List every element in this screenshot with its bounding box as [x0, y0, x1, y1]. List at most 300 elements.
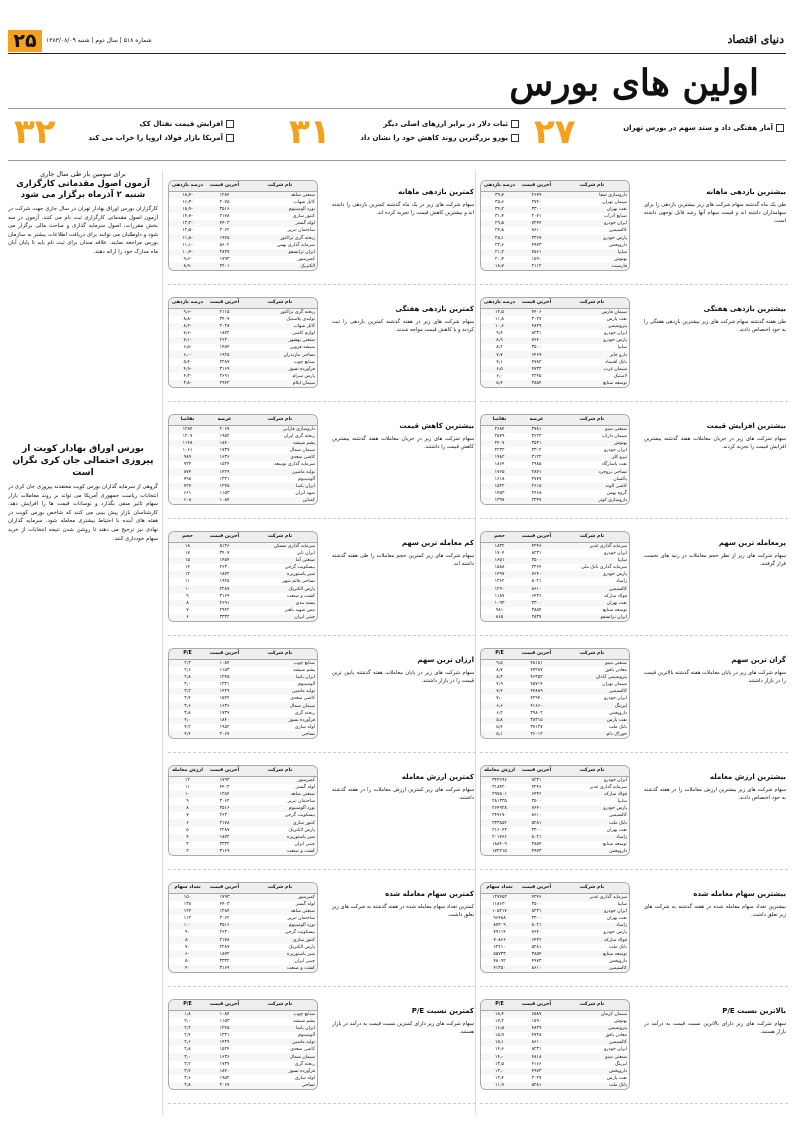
company-name-cell: ایران یاسا [243, 483, 317, 490]
company-name-cell: ایران یاسا [243, 1025, 317, 1032]
table-row [481, 1075, 629, 1082]
table-row [481, 731, 629, 738]
value-cell: ۲٫۶ [169, 1039, 206, 1046]
column-header: آخرین قیمت [518, 649, 555, 659]
column-header: نام شرکت [555, 181, 629, 191]
table-row [481, 600, 629, 607]
table-row [481, 819, 629, 826]
value-cell: ۸۷۴ [169, 468, 206, 475]
value-cell: ۶۰ [169, 951, 206, 958]
value-cell: ۳۰۶۲ [219, 915, 230, 921]
company-name-cell: کمباین [243, 497, 317, 504]
company-name-cell: لوله سازی [294, 725, 315, 731]
company-name-cell: پارس الکتریک [288, 827, 315, 833]
value-cell: ۲۰۲۸ [206, 323, 243, 330]
value-cell: -۶٫۰ [169, 351, 206, 358]
company-name-cell: نساجی [243, 1082, 317, 1089]
highlight-item[interactable]: آمریکا بازار فولاد اروپا را خراب می کند [88, 134, 234, 142]
value-cell: ۳۰۲۷ [531, 1076, 542, 1082]
stock-section [168, 287, 476, 402]
company-name-cell: نورد آلومینیوم [243, 922, 317, 929]
value-cell: ۱۸۷۲ [219, 330, 230, 336]
table-row [481, 607, 629, 614]
table-row [481, 483, 629, 490]
table-row [481, 351, 629, 358]
highlight-item[interactable]: یورو بزرگترین روند کاهش خود را نشان داد [360, 134, 519, 142]
table-row [169, 425, 317, 433]
value-cell: ۱۳۶۲ [494, 579, 505, 585]
value-cell: ۵٫۸ [481, 717, 518, 724]
value-cell: ۳۳۰۰ [518, 206, 555, 213]
company-name-cell: توسعه صنایع [602, 842, 627, 848]
column-header: نام شرکت [555, 883, 629, 893]
table-row [169, 805, 317, 812]
company-name-cell: صنعتی مینو [555, 425, 629, 433]
column-header: آخرین قیمت [206, 532, 243, 542]
value-cell: ۱۲٫۵ [481, 308, 518, 316]
value-cell: ۲۹۴۲ [206, 380, 243, 387]
table-row [481, 323, 629, 330]
value-cell: ۱۷۲۲۱۵ [481, 848, 518, 855]
value-cell: ۴٫۲ [184, 725, 191, 731]
value-cell: ۴۹۷۳ [531, 959, 542, 965]
column-header: P/E [169, 649, 206, 659]
value-cell: ۸٫۲ [496, 345, 503, 351]
value-cell: ۳۳۳۲ [219, 959, 230, 965]
value-cell: ۴۷۸۲ [531, 359, 542, 365]
company-name-cell: شیشه قزوین [290, 345, 315, 351]
value-cell: ۷ [186, 608, 189, 614]
table-row [169, 227, 317, 234]
company-name-cell: داروپخش [609, 959, 627, 965]
value-cell: ۲۹۸۵ [531, 462, 542, 468]
value-cell: ۳٫۶ [169, 702, 206, 709]
value-cell: ۴۷۳۲ [518, 366, 555, 373]
highlight-1[interactable] [534, 114, 784, 152]
table-row [169, 1046, 317, 1053]
value-cell: ۱۲٫۴ [495, 1076, 504, 1082]
stock-section [168, 872, 476, 987]
value-cell: ۸٫۳ [481, 674, 518, 681]
company-name-cell: پارس خودرو [603, 930, 627, 936]
value-cell: ۶٫۲ [496, 710, 503, 716]
company-name-cell: سیمان ایلام [243, 380, 317, 387]
company-name-cell: صنایع آذرآب [603, 213, 627, 219]
table-row [481, 191, 629, 199]
value-cell: ۴۹۷۳ [518, 848, 555, 855]
highlight-item[interactable]: افزایش قیمت نفتال کک [139, 120, 234, 128]
column-header: P/E [481, 1000, 518, 1010]
stock-section [480, 521, 788, 636]
value-cell: ۹۳۴ [183, 462, 192, 468]
company-name-cell: تولید ماشین [243, 688, 317, 695]
table-row [169, 263, 317, 270]
table-row [481, 564, 629, 571]
column-header: P/E [481, 649, 518, 659]
value-cell: ۲۹۴۲ [219, 608, 230, 614]
value-cell: ۱۳۹۷ [481, 497, 518, 504]
value-cell: ۴۸۱۸ [518, 1053, 555, 1060]
company-name-cell: ایران خودرو [555, 220, 629, 227]
table-row [169, 366, 317, 373]
value-cell: ۱۵۲۲ [481, 483, 518, 490]
value-cell: ۱۶۳۶ [206, 1053, 243, 1060]
table-row [481, 425, 629, 433]
company-name-cell: لوله سازی [294, 1076, 315, 1082]
highlight-page-number: ۳۱ [289, 112, 331, 152]
value-cell: ۷٫۷ [481, 351, 518, 358]
table-row [481, 901, 629, 908]
value-cell: ۱۰۰ [169, 922, 206, 929]
value-cell: -۶٫۵ [183, 345, 192, 351]
company-name-cell: ایران تایر [297, 550, 315, 556]
value-cell: ۴۹۷۳ [531, 242, 542, 248]
company-name-cell: بیسکویت گرجی [284, 930, 315, 936]
company-name-cell: لوله گستر [295, 784, 315, 790]
value-cell: ۱۶۳۶ [206, 702, 243, 709]
company-name-cell: توسعه صنایع [555, 380, 629, 387]
table-row [481, 848, 629, 855]
section-description: سهام شرکت های زیر کمترین ارزش معاملات را در هفته گذشته داشتند. [332, 787, 474, 801]
value-cell: ۱۵٫۱ [481, 1039, 518, 1046]
table-row [169, 308, 317, 316]
value-cell: ۳٫۶ [184, 1076, 191, 1082]
value-cell: ۵۲۸۱ [518, 1082, 555, 1089]
section-description: سهام شرکت های زیر در پایان معاملات هفته گذشته بالاترین قیمت را در بازار داشتند. [644, 670, 786, 684]
value-cell: ۳۱۶۹ [206, 366, 243, 373]
value-cell: ۱۴٫۰ [481, 1053, 518, 1060]
table-row [481, 702, 629, 709]
column-header: آخرین قیمت [206, 766, 243, 776]
company-name-cell: سیمان فارس [555, 308, 629, 316]
value-cell: ۱۷۹۳ [206, 776, 243, 784]
value-cell: ۸۶۵ [481, 614, 518, 621]
highlight-page-number: ۲۷ [534, 112, 576, 152]
value-cell: ۵۲۸۱ [518, 819, 555, 826]
value-cell: ۲۶۹۱ [206, 600, 243, 607]
company-name-cell: ایران خودرو [604, 696, 627, 702]
value-cell: ۱۷۳۷ [219, 710, 230, 716]
table-row [481, 440, 629, 447]
table-row [481, 578, 629, 585]
company-name-cell: ایران یاسا [243, 674, 317, 681]
company-name-cell: داروسازی کوثر [555, 497, 629, 504]
highlight-3[interactable] [14, 114, 274, 152]
value-cell: ۱۷۳۷ [219, 447, 230, 453]
table-row [481, 695, 629, 702]
company-name-cell: لوازم کاشی [292, 330, 315, 336]
value-cell: -۸٫۲ [169, 323, 206, 330]
column-header: نام شرکت [555, 1000, 629, 1010]
company-name-cell: کشت و صنعت [243, 848, 317, 855]
table-row [481, 242, 629, 249]
table-row [169, 373, 317, 380]
company-name-cell: سایپا [555, 557, 629, 564]
value-cell: ۱۷۶۵ [481, 468, 518, 475]
value-cell: ۲۶۱۵ [518, 483, 555, 490]
value-cell: ۲٫۶ [184, 667, 191, 673]
value-cell: ۹ [186, 798, 189, 804]
value-cell: ۱۸۷۲ [206, 834, 243, 841]
table-row [481, 490, 629, 497]
value-cell: ۷۹۱۱۴ [493, 930, 506, 936]
highlight-item[interactable]: ثبات دلار در برابر ارزهای اصلی دیگر [383, 120, 519, 128]
company-name-cell: نساجی قائم شهر [282, 579, 315, 585]
checkbox-icon [226, 134, 234, 142]
value-cell: ۱۴۹۷ [481, 571, 518, 578]
table-row [169, 659, 317, 667]
company-name-cell: تولید ماشین [243, 1039, 317, 1046]
value-cell: ۷٫۰ [496, 696, 503, 702]
value-cell: ۱۷۰۴ [494, 550, 505, 556]
company-name-cell: فولاد مبارکه [604, 593, 627, 599]
value-cell: ۱۹۲۵ [219, 579, 230, 585]
value-cell: ۱۷٫۲ [495, 1018, 504, 1024]
company-name-cell: چینی ایران [294, 842, 315, 848]
stock-table [480, 999, 630, 1090]
stock-section [480, 287, 788, 402]
company-name-cell: پارس خودرو [555, 337, 629, 344]
value-cell: ۲۷۴۰ [531, 199, 542, 205]
table-row [481, 1039, 629, 1046]
value-cell: ۱۸۴۰ [206, 1068, 243, 1075]
value-cell: ۶۵۸۷ [518, 1010, 555, 1018]
table-row [169, 841, 317, 848]
company-name-cell: بهنوش [555, 440, 629, 447]
value-cell: ۳٫۰ [169, 1053, 206, 1060]
value-cell: ۳۸۵۴ [531, 608, 542, 614]
value-cell: ۲۰۶۷ [206, 1082, 243, 1089]
value-cell: ۸۶۱۰ [518, 585, 555, 592]
table-row [481, 330, 629, 337]
value-cell: -۹٫۶ [183, 257, 192, 263]
value-cell: ۱۱ [185, 784, 190, 790]
company-name-cell: نورد آلومینیوم [243, 206, 317, 213]
table-row [169, 1075, 317, 1082]
company-name-cell: کشت و صنعت [243, 965, 317, 972]
company-name-cell: صنعتی بهشهر [243, 337, 317, 344]
section-description: سهام شرکت های زیر در پایان معاملات هفته گذشته پایین ترین قیمت را در بازار داشتند. [332, 670, 474, 684]
table-row [169, 834, 317, 841]
company-name-cell: بهنوش [614, 257, 627, 263]
table-row [169, 344, 317, 351]
company-name-cell: کشت و صنعت [287, 593, 315, 599]
table-row [481, 308, 629, 316]
value-cell: ۳۶۲۳ [531, 433, 542, 439]
value-cell: ۳۱۶۹ [219, 593, 230, 599]
column-separator [162, 170, 163, 1115]
table-row [481, 908, 629, 915]
value-cell: ۳۵۰۰ [518, 557, 555, 564]
section-title: کم معامله ترین سهم [401, 539, 474, 547]
value-cell: ۱۰۸۴ [206, 659, 243, 667]
table-row [481, 1053, 629, 1060]
company-name-cell: نفت بهران [555, 600, 629, 607]
highlight-item[interactable]: آمار هفتگی داد و ستد سهم در بورس تهران [623, 124, 784, 132]
value-cell: ۳٫۴ [169, 1068, 206, 1075]
table-row [481, 710, 629, 717]
table-row [169, 798, 317, 805]
table-row [169, 819, 317, 826]
value-cell: ۶٫۵ [481, 366, 518, 373]
company-name-cell: پارس الکتریک [243, 585, 317, 592]
section-title: بیشترین بازدهی هفتگی [703, 305, 786, 313]
company-name-cell: نورد آلومینیوم [243, 805, 317, 812]
company-name-cell: سرمایه گذاری توسعه [274, 462, 315, 468]
stock-table [480, 297, 630, 388]
value-cell: ۴۸۱۸۱ [518, 659, 555, 667]
value-cell: ۵ [186, 827, 189, 833]
value-cell: ۲۲۴۵ [531, 374, 542, 380]
column-header: درصد بازدهی [481, 298, 518, 308]
table-row [481, 1068, 629, 1075]
table-row [169, 1025, 317, 1032]
value-cell: ۳۴۰۷ [219, 316, 230, 322]
value-cell: ۱۳۳۱ [219, 1032, 230, 1038]
value-cell: ۱۲۸۴ [206, 791, 243, 798]
value-cell: ۳۵۰۰ [531, 798, 542, 804]
value-cell: ۱۹۲۵ [206, 351, 243, 358]
article-headline: آزمون اصول مقدماتی کارگزاری شنبه ۲ آذرماه برگزار می شود [16, 179, 150, 200]
stock-table [168, 765, 318, 856]
value-cell: ۸۲۳۱ [518, 776, 555, 784]
stock-section [168, 404, 476, 519]
company-name-cell: کاشی سعدی [243, 454, 317, 461]
table-row [169, 542, 317, 550]
value-cell: ۱۲۰۷ [182, 433, 193, 439]
section-title: بالاترین نسبت P/E [722, 1007, 786, 1015]
checkbox-icon [511, 120, 519, 128]
stock-table [168, 180, 318, 271]
value-cell: ۱۱۸۶۳۰ [492, 901, 507, 907]
table-row [481, 893, 629, 901]
company-name-cell: ایران خودرو [604, 330, 627, 336]
value-cell: ۳۵۱۶ [206, 805, 243, 812]
company-name-cell: کابل شهاب [243, 323, 317, 330]
table-row [169, 674, 317, 681]
table-row [169, 702, 317, 709]
value-cell: ۴۱۶۶۰ [518, 702, 555, 709]
table-row [481, 461, 629, 468]
section-title: گران ترین سهم [731, 656, 786, 664]
table-row [481, 1082, 629, 1089]
company-name-cell: سرمایه گذاری غدیر [555, 542, 629, 550]
value-cell: ۸۶۱۰ [531, 813, 542, 819]
company-name-cell: کمپرسور [243, 776, 317, 784]
table-row [169, 827, 317, 834]
column-header: آخرین قیمت [518, 883, 555, 893]
value-cell: ۲۴۰۱ [206, 263, 243, 270]
value-cell: ۷٫۴ [481, 688, 518, 695]
table-row [481, 841, 629, 848]
value-cell: ۷٫۱ [496, 359, 503, 365]
table-row [169, 688, 317, 695]
table-row [481, 1061, 629, 1068]
column-header: تعداد سهام [169, 883, 206, 893]
value-cell: ۴۴۰۳ [219, 784, 230, 790]
company-name-cell: سایپا [555, 249, 629, 256]
table-row [481, 1032, 629, 1039]
company-name-cell: کنتور سازی [292, 213, 315, 219]
value-cell: ۱۲۷۴۵۲ [481, 893, 518, 901]
value-cell: ۳۸۵۴ [518, 951, 555, 958]
value-cell: ۵۰ [185, 959, 190, 965]
table-row [481, 929, 629, 936]
value-cell: ۲۶۴۹۲۸ [481, 805, 518, 812]
section-description: طی یک ماه گذشته سهام شرکت های زیر بیشترین بازدهی را برای سهامداران داشته اند و قیمت سهام آنها رشد قابل توجهی داشته است. [644, 202, 786, 224]
value-cell: ۷۲۷ [169, 483, 206, 490]
value-cell: ۱۰ [169, 585, 206, 592]
company-name-cell: داروپخش [609, 710, 627, 716]
table-row [169, 607, 317, 614]
stock-section [480, 170, 788, 285]
section-description: سهام شرکت های زیر در یک ماه گذشته کمترین بازدهی را داشته اند و بیشترین کاهش قیمت را تجربه کرده اند. [332, 202, 474, 216]
company-name-cell: پتروشیمی [555, 323, 629, 330]
value-cell: ۱۸۷۲ [206, 571, 243, 578]
value-cell: ۹٫۵ [481, 659, 518, 667]
company-name-cell: دارو جابر [555, 351, 629, 358]
table-row [481, 373, 629, 380]
company-name-cell: صنعتی مینو [555, 1053, 629, 1060]
value-cell: ۶۲۴۱۰ [493, 944, 506, 950]
table-row [169, 1082, 317, 1089]
column-header: عرضه [206, 415, 243, 425]
table-row [481, 344, 629, 351]
table-row [169, 351, 317, 358]
value-cell: ۳۳۳۲ [219, 842, 230, 848]
value-cell: ۱۸۴۰ [206, 440, 243, 447]
company-name-cell: ریخته گری [294, 1061, 315, 1067]
value-cell: ۲۳۴۷ [518, 497, 555, 504]
value-cell: ۴۴۰۳ [219, 901, 230, 907]
page-title: اولین های بورس [509, 62, 759, 104]
value-cell: ۹۸۱ [495, 608, 504, 614]
company-name-cell: فولاد مبارکه [555, 936, 629, 943]
value-cell: ۳۸۵۴ [531, 842, 542, 848]
value-cell: ۳۴۰۷ [219, 550, 230, 556]
value-cell: ۷۰۸۶۶ [481, 936, 518, 943]
company-name-cell: نفت پارس [606, 316, 627, 322]
company-name-cell: نساجی [243, 731, 317, 738]
value-cell: ۱۵۲۴ [219, 1047, 230, 1053]
highlight-2[interactable] [289, 114, 519, 152]
company-name-cell: کالسیمین [608, 228, 627, 234]
table-row [169, 812, 317, 819]
article-body: کارگزاران بورس اوراق بهادار تهران در سال جاری جهت شرکت در آزمون اصول مقدماتی کارگزاری ثبت نام می کنند. آزمون در سه بخش مقررات، اصول سرمایه گذاری و مباحث مالی برگزار می شود و داوطلبان می توانند برای دریافت اطلاعات بیشتر به سازمان بورس مراجعه نمایند. علاقه مندان برای ثبت نام باید تا پایان آبان ماه مدارک خود را ارائه دهند. [8, 206, 158, 255]
value-cell: ۳۳۳۲ [206, 614, 243, 621]
value-cell: ۶۴۳۶ [531, 593, 542, 599]
value-cell: ۷٫۹ [496, 681, 503, 687]
column-header: تقاضا [481, 415, 518, 425]
value-cell: ۸۲۳۱ [518, 908, 555, 915]
value-cell: ۱۵۹۰ [531, 257, 542, 263]
value-cell: ۹۸۹ [169, 454, 206, 461]
table-row [481, 681, 629, 688]
company-name-cell: سرمایه گذاری غدیر [555, 893, 629, 901]
table-row [481, 227, 629, 234]
company-name-cell: الکتریک [243, 263, 317, 270]
company-name-cell: پارس خودرو [555, 234, 629, 241]
table-row [169, 242, 317, 249]
company-name-cell: نفت پارس [555, 717, 629, 724]
value-cell: ۱۳۳۱ [219, 681, 230, 687]
value-cell: ۱۲۴۵ [206, 1025, 243, 1032]
table-row [481, 791, 629, 798]
value-cell: ۴۶۳۵۲ [518, 674, 555, 681]
company-name-cell: کالسیمین [555, 1039, 629, 1046]
table-row [169, 1018, 317, 1025]
divider [8, 108, 786, 109]
